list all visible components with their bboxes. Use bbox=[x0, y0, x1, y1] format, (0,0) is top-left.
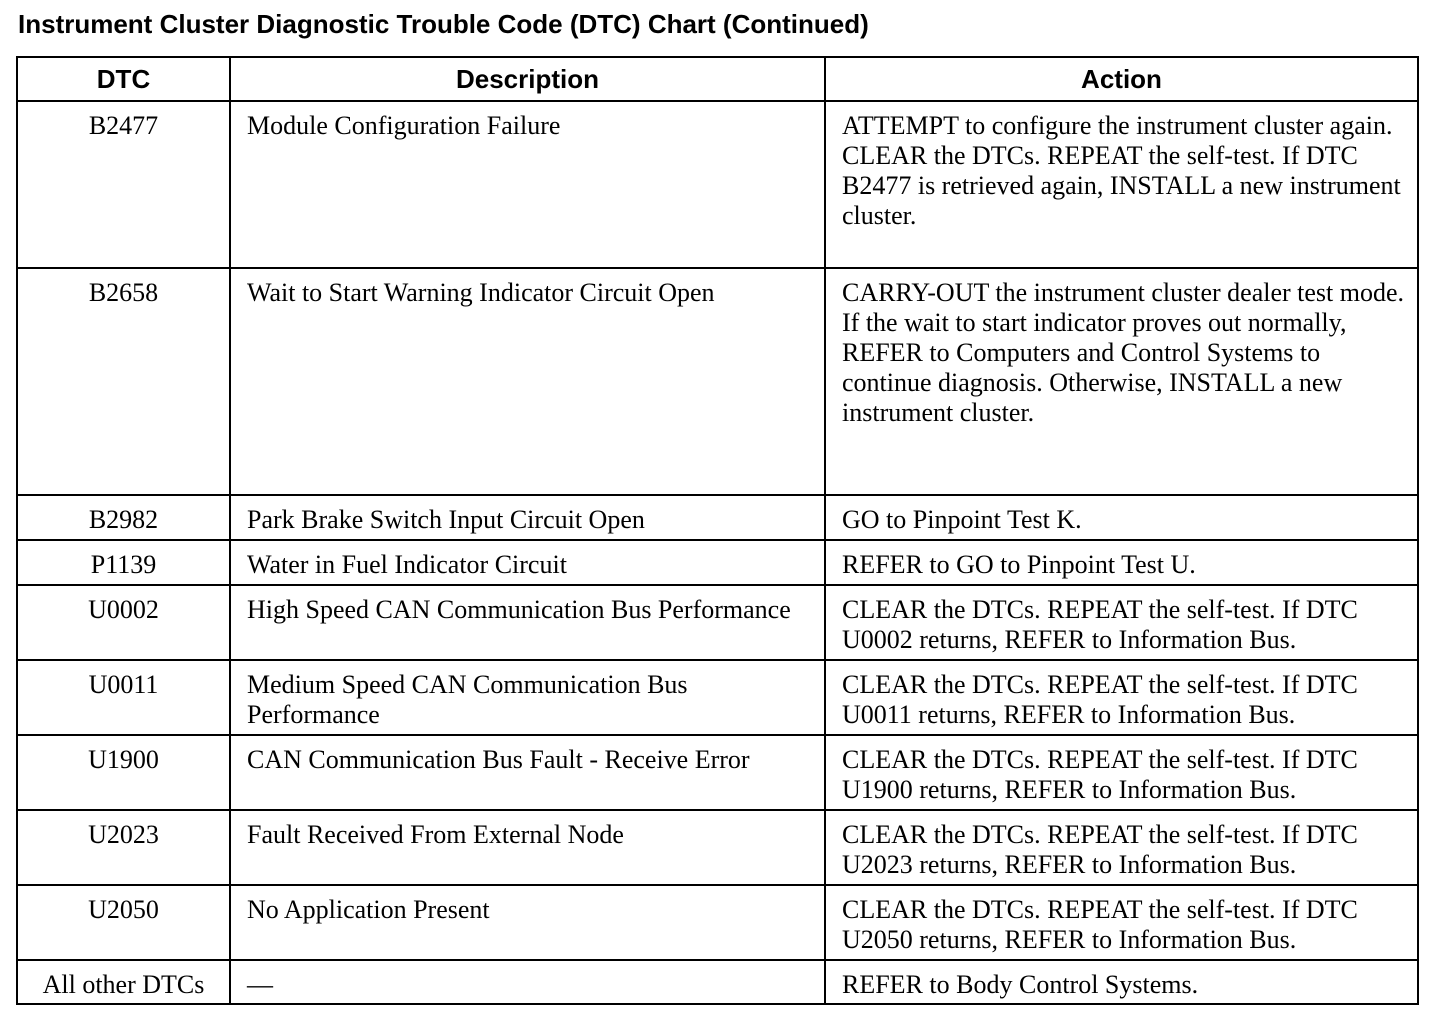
dtc-action: CLEAR the DTCs. REPEAT the self-test. If DTC U2050 returns, REFER to Information Bus. bbox=[825, 885, 1418, 960]
dtc-description: No Application Present bbox=[230, 885, 825, 960]
dtc-action: CARRY-OUT the instrument cluster dealer test mode. If the wait to start indicator proves out normally, REFER to Computers and Control Systems to continue diagnosis. Otherwise, INSTALL a new instrument cluster. bbox=[825, 268, 1418, 495]
table-row bbox=[17, 735, 1418, 810]
dtc-code: B2658 bbox=[17, 268, 230, 495]
dtc-action: REFER to Body Control Systems. bbox=[825, 960, 1418, 1004]
dtc-code: U0011 bbox=[17, 660, 230, 735]
dtc-code: All other DTCs bbox=[17, 960, 230, 1004]
dtc-code: P1139 bbox=[17, 540, 230, 585]
dtc-action: ATTEMPT to configure the instrument cluster again. CLEAR the DTCs. REPEAT the self-test. If DTC B2477 is retrieved again, INSTALL a new instrument cluster. bbox=[825, 101, 1418, 268]
dtc-description: CAN Communication Bus Fault - Receive Error bbox=[230, 735, 825, 810]
dtc-code: B2982 bbox=[17, 495, 230, 540]
table-header-row bbox=[17, 57, 1418, 101]
table-row bbox=[17, 885, 1418, 960]
header-description: Description bbox=[230, 57, 825, 101]
dtc-description: Fault Received From External Node bbox=[230, 810, 825, 885]
table-row bbox=[17, 101, 1418, 268]
dtc-table bbox=[16, 56, 1419, 1005]
dtc-action: REFER to GO to Pinpoint Test U. bbox=[825, 540, 1418, 585]
dtc-code: B2477 bbox=[17, 101, 230, 268]
dtc-description: Medium Speed CAN Communication Bus Performance bbox=[230, 660, 825, 735]
dtc-action: CLEAR the DTCs. REPEAT the self-test. If DTC U1900 returns, REFER to Information Bus. bbox=[825, 735, 1418, 810]
dtc-description: High Speed CAN Communication Bus Performance bbox=[230, 585, 825, 660]
header-dtc: DTC bbox=[17, 57, 230, 101]
table-row bbox=[17, 660, 1418, 735]
dtc-description: Water in Fuel Indicator Circuit bbox=[230, 540, 825, 585]
table-row bbox=[17, 268, 1418, 495]
dtc-code: U1900 bbox=[17, 735, 230, 810]
dtc-description: Module Configuration Failure bbox=[230, 101, 825, 268]
dtc-code: U2050 bbox=[17, 885, 230, 960]
dtc-description: Wait to Start Warning Indicator Circuit Open bbox=[230, 268, 825, 495]
dtc-action: CLEAR the DTCs. REPEAT the self-test. If DTC U2023 returns, REFER to Information Bus. bbox=[825, 810, 1418, 885]
dtc-action: CLEAR the DTCs. REPEAT the self-test. If DTC U0002 returns, REFER to Information Bus. bbox=[825, 585, 1418, 660]
dtc-description: — bbox=[230, 960, 825, 1004]
dtc-code: U0002 bbox=[17, 585, 230, 660]
table-row bbox=[17, 810, 1418, 885]
table-row bbox=[17, 960, 1418, 1004]
dtc-action: CLEAR the DTCs. REPEAT the self-test. If DTC U0011 returns, REFER to Information Bus. bbox=[825, 660, 1418, 735]
dtc-description: Park Brake Switch Input Circuit Open bbox=[230, 495, 825, 540]
dtc-action: GO to Pinpoint Test K. bbox=[825, 495, 1418, 540]
table-row bbox=[17, 585, 1418, 660]
table-row bbox=[17, 540, 1418, 585]
page-title: Instrument Cluster Diagnostic Trouble Code (DTC) Chart (Continued) bbox=[18, 9, 869, 39]
header-action: Action bbox=[825, 57, 1418, 101]
table-row bbox=[17, 495, 1418, 540]
dtc-code: U2023 bbox=[17, 810, 230, 885]
